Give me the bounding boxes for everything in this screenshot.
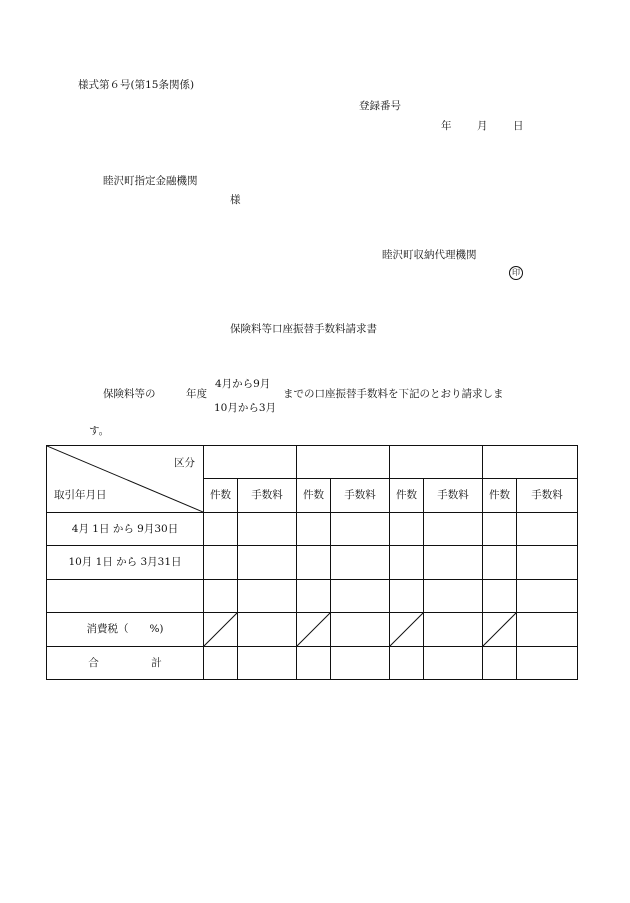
row-label-tax: 消費税（ %) xyxy=(47,613,204,647)
table-cell xyxy=(390,647,424,680)
table-row xyxy=(47,546,578,580)
cell-diagonal xyxy=(390,613,423,646)
table-cell xyxy=(390,513,424,546)
corner-diagonal xyxy=(47,446,203,512)
struck-count-cell xyxy=(483,613,517,647)
table-cell xyxy=(204,546,238,580)
table-row xyxy=(47,513,578,546)
addressee-name: 睦沢町指定金融機関 xyxy=(103,175,198,187)
date-day-label: 日 xyxy=(513,120,524,132)
table-cell xyxy=(297,647,331,680)
table-row xyxy=(47,647,578,680)
fee-table xyxy=(46,445,578,680)
table-cell xyxy=(517,580,578,613)
table-cell xyxy=(331,513,390,546)
table-cell xyxy=(390,580,424,613)
date-year-label: 年 xyxy=(441,120,452,132)
registration-number-label: 登録番号 xyxy=(359,100,401,112)
table-cell xyxy=(297,546,331,580)
struck-count-cell xyxy=(297,613,331,647)
body-prefix: 保険料等の xyxy=(103,388,156,400)
body-year-label: 年度 xyxy=(186,388,207,400)
col-header-fee: 手数料 xyxy=(424,479,483,513)
group-header-cell xyxy=(297,446,390,479)
col-header-count: 件数 xyxy=(483,479,517,513)
group-header-cell xyxy=(204,446,297,479)
table-cell xyxy=(331,580,390,613)
struck-count-cell xyxy=(204,613,238,647)
table-cell xyxy=(331,546,390,580)
table-cell xyxy=(238,546,297,580)
table-cell xyxy=(204,647,238,680)
row-label-total: 合 計 xyxy=(47,647,204,680)
sender-name: 睦沢町収納代理機関 xyxy=(382,249,477,261)
cell-diagonal xyxy=(204,613,237,646)
table-cell xyxy=(424,513,483,546)
addressee-honorific: 様 xyxy=(230,194,241,206)
col-header-count: 件数 xyxy=(390,479,424,513)
table-cell xyxy=(204,513,238,546)
table-cell xyxy=(204,580,238,613)
body-period-first-half: 4月から9月 xyxy=(215,378,271,390)
col-header-fee: 手数料 xyxy=(517,479,578,513)
table-cell xyxy=(238,513,297,546)
table-cell xyxy=(238,647,297,680)
table-cell xyxy=(297,513,331,546)
header-category-label: 区分 xyxy=(174,457,195,469)
col-header-count: 件数 xyxy=(204,479,238,513)
header-date-label: 取引年月日 xyxy=(54,488,107,501)
table-cell xyxy=(483,546,517,580)
table-cell xyxy=(424,647,483,680)
form-number: 様式第６号(第15条関係) xyxy=(78,79,195,91)
table-cell xyxy=(424,546,483,580)
group-header-cell xyxy=(390,446,483,479)
body-period-second-half: 10月から3月 xyxy=(214,402,277,414)
col-header-fee: 手数料 xyxy=(238,479,297,513)
body-suffix: までの口座振替手数料を下記のとおり請求しま xyxy=(283,388,504,400)
col-header-fee: 手数料 xyxy=(331,479,390,513)
table-cell xyxy=(517,613,578,647)
document-title: 保険料等口座振替手数料請求書 xyxy=(230,323,377,335)
body-continuation: す。 xyxy=(89,425,110,437)
cell-diagonal xyxy=(297,613,330,646)
row-label-first-half: 4月 1日 から 9月30日 xyxy=(47,513,204,546)
table-cell xyxy=(483,647,517,680)
table-cell xyxy=(297,580,331,613)
table-cell xyxy=(517,546,578,580)
table-cell xyxy=(331,613,390,647)
row-label-second-half: 10月 1日 から 3月31日 xyxy=(47,546,204,580)
table-cell xyxy=(517,513,578,546)
table-cell xyxy=(483,580,517,613)
table-cell xyxy=(483,513,517,546)
table-row xyxy=(47,613,578,647)
seal-mark: 印 xyxy=(509,266,523,280)
row-label-blank xyxy=(47,580,204,613)
table-cell xyxy=(424,613,483,647)
date-month-label: 月 xyxy=(477,120,488,132)
cell-diagonal xyxy=(483,613,516,646)
group-header-cell xyxy=(483,446,578,479)
table-cell xyxy=(517,647,578,680)
seal-icon xyxy=(509,266,523,280)
table-corner-header xyxy=(47,446,204,513)
table-cell xyxy=(424,580,483,613)
table-row xyxy=(47,580,578,613)
table-cell xyxy=(238,580,297,613)
table-cell xyxy=(390,546,424,580)
struck-count-cell xyxy=(390,613,424,647)
table-cell xyxy=(238,613,297,647)
table-cell xyxy=(331,647,390,680)
col-header-count: 件数 xyxy=(297,479,331,513)
